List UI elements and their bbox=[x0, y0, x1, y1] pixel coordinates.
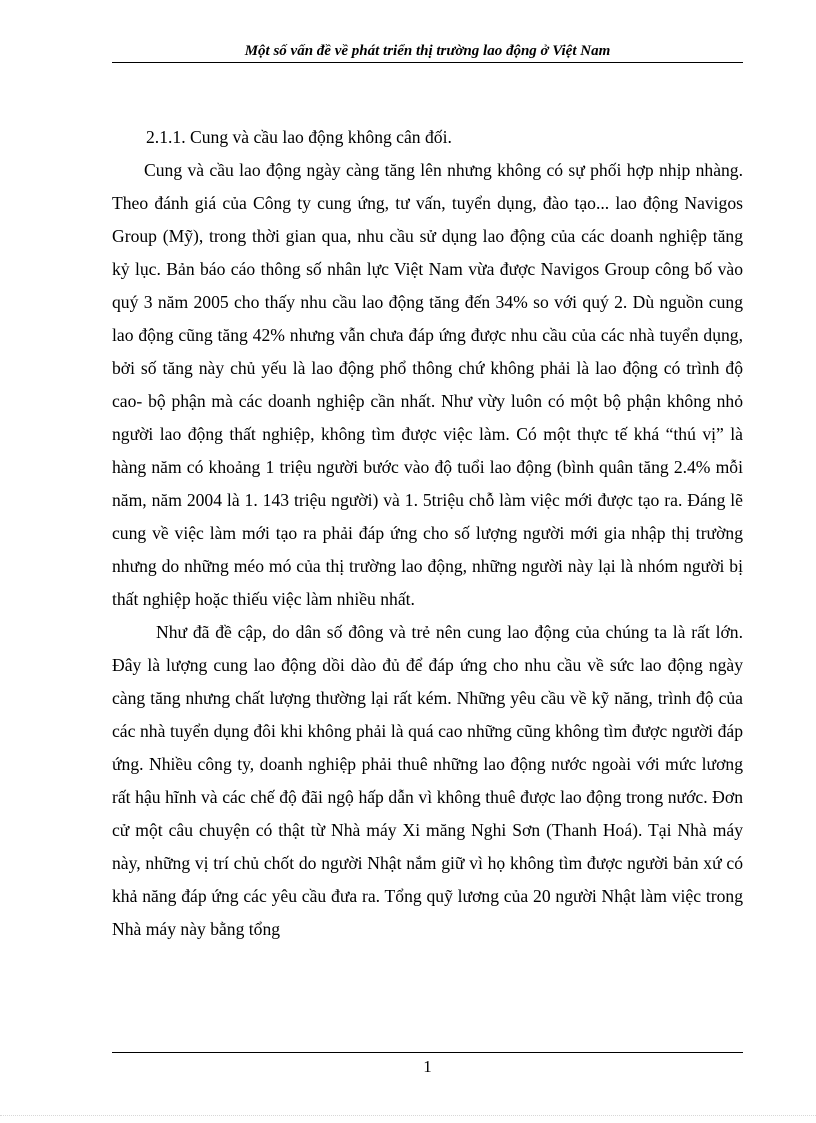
footer-divider bbox=[112, 1052, 743, 1053]
document-body bbox=[112, 121, 743, 946]
running-header bbox=[112, 40, 743, 63]
body-paragraph: Cung và cầu lao động ngày càng tăng lên nhưng không có sự phối hợp nhịp nhàng. Theo đánh giá của Công ty cung ứng, tư vấn, tuyển dụng, đào tạo... lao động Navigos Group (Mỹ), trong thời gian qua, nhu cầu sử dụng lao động của các doanh nghiệp tăng kỷ lục. Bản báo cáo thông số nhân lực Việt Nam vừa được Navigos Group công bố vào quý 3 năm 2005 cho thấy nhu cầu lao động tăng đến 34% so với quý 2. Dù nguồn cung lao động cũng tăng 42% nhưng vẫn chưa đáp ứng được nhu cầu của các nhà tuyển dụng, bởi số tăng này chủ yếu là lao động phổ thông chứ không phải là lao động có trình độ cao- bộ phận mà các doanh nghiệp cần nhất. Như vừy luôn có một bộ phận không nhỏ người lao động thất nghiệp, không tìm được việc làm. Có một thực tế khá “thú vị” là hàng năm có khoảng 1 triệu người bước vào độ tuổi lao động (bình quân tăng 2.4% mỗi năm, năm 2004 là 1. 143 triệu người) và 1. 5triệu chỗ làm việc mới được tạo ra. Đáng lẽ cung về việc làm mới tạo ra phải đáp ứng cho số lượng người mới gia nhập thị trường nhưng do những méo mó của thị trường lao động, những người này lại là nhóm người bị thất nghiệp hoặc thiếu việc làm nhiều nhất. bbox=[112, 160, 743, 609]
body-paragraph: Như đã đề cập, do dân số đông và trẻ nên cung lao động của chúng ta là rất lớn. Đây là lượng cung lao động dồi dào đủ để đáp ứng cho nhu cầu về sức lao động ngày càng tăng nhưng chất lượng thường lại rất kém. Những yêu cầu về kỹ năng, trình độ của các nhà tuyển dụng đôi khi không phải là quá cao những cũng không tìm được người đáp ứng. Nhiều công ty, doanh nghiệp phải thuê những lao động nước ngoài với mức lương rất hậu hĩnh và các chế độ đãi ngộ hấp dẫn vì không thuê được lao động trong nước. Đơn cử một câu chuyện có thật từ Nhà máy Xi măng Nghi Sơn (Thanh Hoá). Tại Nhà máy này, những vị trí chủ chốt do người Nhật nắm giữ vì họ không tìm được người bản xứ có khả năng đáp ứng các yêu cầu đưa ra. Tổng quỹ lương của 20 người Nhật làm việc trong Nhà máy này bằng tổng bbox=[112, 622, 743, 939]
header-title: Một số vấn đề về phát triển thị trường lao động ở Việt Nam bbox=[244, 43, 611, 59]
page-edge-divider bbox=[0, 1115, 816, 1116]
section-heading: 2.1.1. Cung và cầu lao động không cân đối. bbox=[146, 127, 452, 147]
page-number: 1 bbox=[423, 1057, 432, 1076]
